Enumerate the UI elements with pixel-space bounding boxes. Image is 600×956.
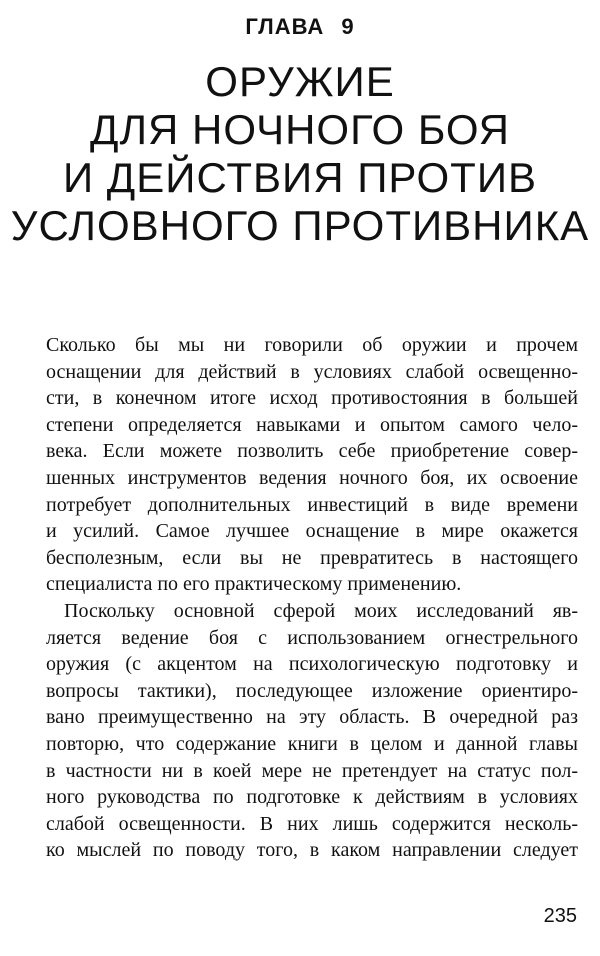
body-line: вопросы тактики), последующее изложение ориентиро- (46, 679, 578, 702)
body-line: ного руководства по подготовке к действиям в условиях (46, 786, 578, 809)
body-line: вано преимущественно на эту область. В очередной раз (46, 706, 578, 729)
body-line: сти, в конечном итоге исход противостояния в большей (46, 387, 578, 410)
body-line: ко мыслей по поводу того, в каком направлении следует (46, 839, 578, 862)
chapter-title-line: ОРУЖИЕ (205, 58, 395, 105)
body-line: бесполезным, если вы не превратитесь в настоящего (46, 546, 578, 569)
body-line: и усилий. Самое лучшее оснащение в мире окажется (46, 520, 578, 543)
chapter-title-line: УСЛОВНОГО ПРОТИВНИКА (10, 202, 590, 249)
body-line: потребует дополнительных инвестиций в виде времени (46, 493, 578, 516)
body-line: ляется ведение боя с использованием огнестрельного (46, 626, 578, 649)
body-line: степени определяется навыками и опытом самого чело- (46, 413, 578, 436)
chapter-title (0, 58, 600, 250)
chapter-title-line: ДЛЯ НОЧНОГО БОЯ (90, 106, 510, 153)
body-line: специалиста по его практическому применению. (46, 573, 462, 596)
body-line: Поскольку основной сферой моих исследований яв- (64, 599, 578, 622)
body-line: века. Если можете позволить себе приобретение совер- (46, 440, 578, 463)
body-line: оружия (с акцентом на психологическую подготовку и (46, 653, 578, 676)
chapter-label: ГЛАВА 9 (245, 14, 355, 39)
chapter-title-line: И ДЕЙСТВИЯ ПРОТИВ (62, 154, 538, 201)
body-line: Сколько бы мы ни говорили об оружии и прочем (46, 334, 578, 356)
body-text (46, 332, 578, 864)
body-line: повторю, что содержание книги в целом и данной главы (46, 732, 578, 755)
body-line: оснащении для действий в условиях слабой освещенно- (46, 360, 578, 383)
body-line: слабой освещенности. В них лишь содержится несколь- (46, 812, 578, 835)
body-line: в частности ни в коей мере не претендует на статус пол- (46, 759, 578, 782)
body-line: шенных инструментов ведения ночного боя, их освоение (46, 466, 578, 489)
page-number: 235 (543, 905, 577, 927)
